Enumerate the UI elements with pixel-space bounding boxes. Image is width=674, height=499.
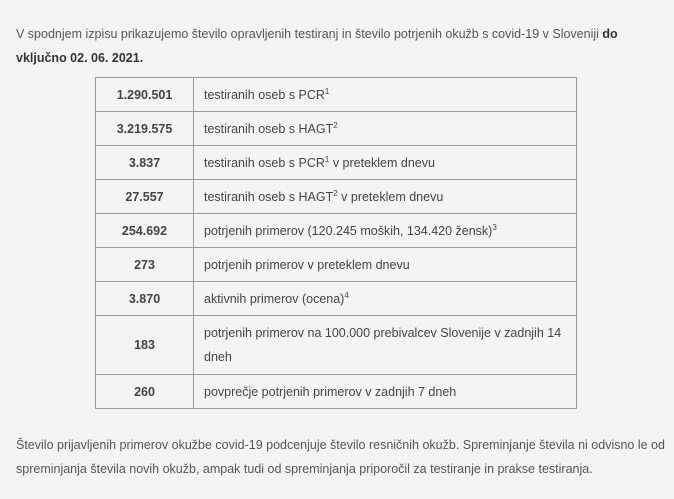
table-row [96,316,577,375]
stat-label [194,112,577,146]
stat-label [194,180,577,214]
table-row [96,282,577,316]
stat-label-text: potrjenih primerov (120.245 moških, 134.420 žensk) [204,223,493,238]
stat-label-text: potrjenih primerov v preteklem dnevu [204,257,410,272]
stat-label [194,214,577,248]
stat-value: 273 [96,248,194,282]
stat-value: 254.692 [96,214,194,248]
stat-value: 3.870 [96,282,194,316]
stat-label [194,282,577,316]
stat-label-text: potrjenih primerov na 100.000 prebivalcev Slovenije v zadnjih 14 dneh [204,326,562,364]
stat-label-text: testiranih oseb s PCR [204,87,325,102]
stat-value: 183 [96,316,194,375]
table-row [96,214,577,248]
stat-value: 3.837 [96,146,194,180]
stat-label [194,78,577,112]
footnote-marker: 2 [333,120,338,130]
footer-note: Število prijavljenih primerov okužbe covid-19 podcenjuje število resničnih okužb. Spreminjanje števila ni odvisno le od spreminjanja števila novih okužb, ampak tudi od spreminjanja priporočil za testiranje in prakse testiranja. [16,438,665,476]
table-row [96,78,577,112]
table-row [96,180,577,214]
stat-label-suffix: v preteklem dnevu [337,189,444,204]
stat-label-text: povprečje potrjenih primerov v zadnjih 7 dneh [204,384,457,399]
table-row [96,146,577,180]
stat-value: 27.557 [96,180,194,214]
table-row [96,375,577,409]
footnote-marker: 1 [324,154,330,164]
table-row [96,112,577,146]
stat-label [194,248,577,282]
stat-value: 1.290.501 [96,78,194,112]
stat-value: 3.219.575 [96,112,194,146]
stat-label-text: testiranih oseb s HAGT [204,189,334,204]
intro-date: do vključno 02. 06. 2021. [16,27,618,65]
footnote-marker: 3 [492,222,497,232]
intro-text: V spodnjem izpisu prikazujemo število opravljenih testiranj in število potrjenih okužb s covid-19 v Sloveniji [16,27,599,41]
stat-label-text: testiranih oseb s PCR [204,155,325,170]
stat-label [194,146,577,180]
footnote-marker: 2 [333,188,338,198]
footnote-marker: 1 [324,86,330,96]
stat-label-suffix: v preteklem dnevu [329,155,435,170]
table-row [96,248,577,282]
stats-table [95,77,577,409]
stat-label-text: aktivnih primerov (ocena) [204,291,345,306]
stat-label [194,375,577,409]
intro-paragraph [16,22,661,70]
footnote-marker: 4 [344,290,349,300]
stat-label [194,316,577,375]
stat-label-text: testiranih oseb s HAGT [204,121,334,136]
stat-value: 260 [96,375,194,409]
